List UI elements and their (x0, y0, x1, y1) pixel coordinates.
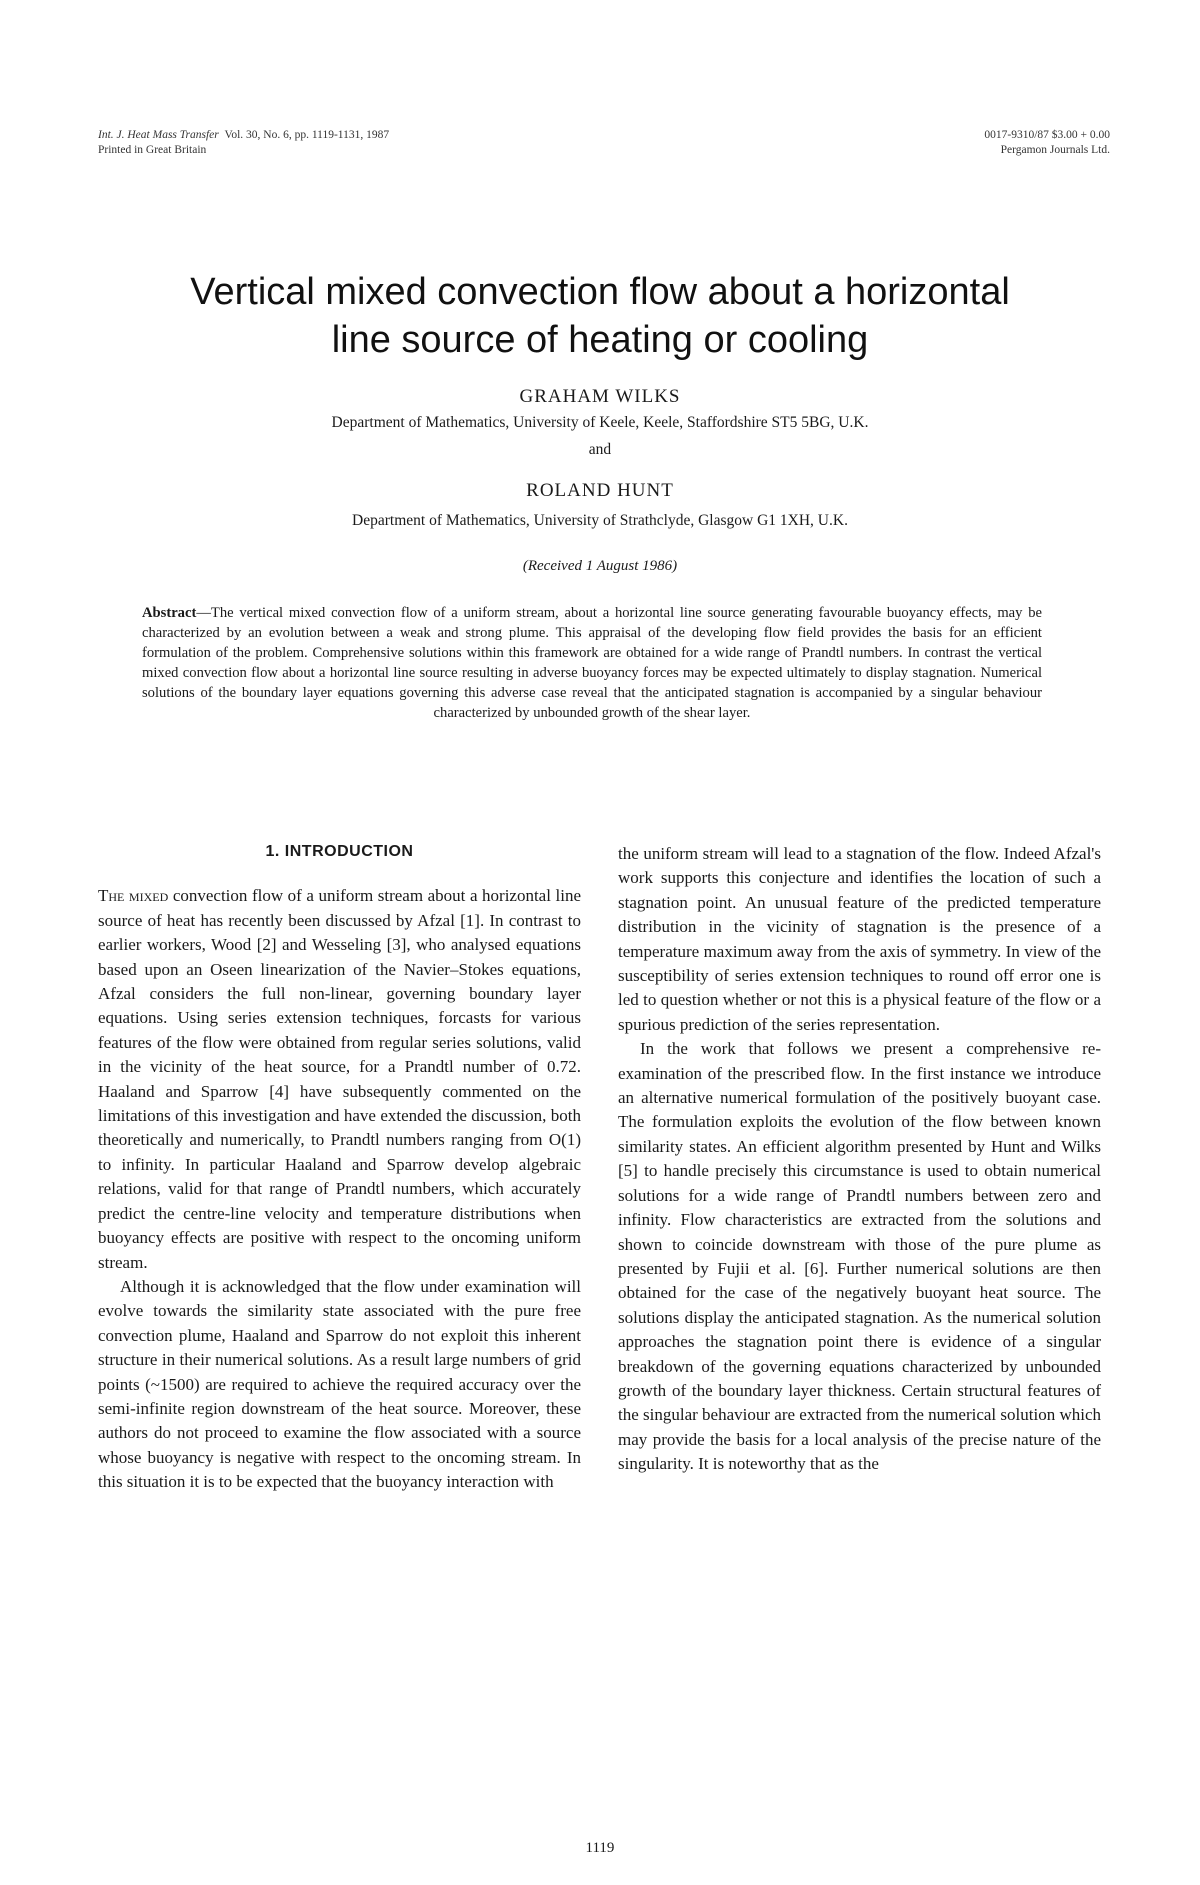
author-1: GRAHAM WILKS (519, 386, 681, 407)
article-code: 0017-9310/87 $3.00 + 0.00 (984, 129, 1110, 141)
drop-lead: The mixed (98, 886, 169, 906)
printed-in: Printed in Great Britain (98, 144, 207, 156)
abstract-label: Abstract (142, 605, 197, 621)
paper-title (0, 268, 1200, 364)
author-2: ROLAND HUNT (526, 480, 674, 501)
abstract (142, 603, 1042, 723)
intro-paragraph-4: In the work that follows we present a comprehensive re-examination of the prescribed flow. In the first instance we introduce an alternative numerical formulation of the positively buoyant case. The formulation exploits the evolution of the flow between known similarity states. An efficient algorithm presented by Hunt and Wilks [5] to handle precisely this circumstance is used to obtain numerical solutions for a wide range of Prandtl numbers between zero and infinity. Flow characteristics are extracted from the solutions and shown to coincide downstream with those of the pure plume as presented by Fujii et al. [6]. Further numerical solutions are then obtained for the case of the negatively buoyant heat source. The solutions display the anticipated stagnation. As the numerical solution approaches the stagnation point there is evidence of a singular breakdown of the governing equations characterized by unbounded growth of the boundary layer thickness. Certain structural features of the singular behaviour are extracted from the numerical solution which may provide the basis for a local analysis of the precise nature of the singularity. It is noteworthy that as the (618, 1039, 1101, 1474)
journal-volume: Vol. 30, No. 6, pp. 1119-1131, 1987 (224, 129, 390, 141)
affiliation-2: Department of Mathematics, University of Strathclyde, Glasgow G1 1XH, U.K. (352, 512, 848, 529)
section-heading: 1. INTRODUCTION (265, 843, 414, 860)
affiliation-1: Department of Mathematics, University of Keele, Keele, Staffordshire ST5 5BG, U.K. (331, 414, 869, 431)
journal-name: Int. J. Heat Mass Transfer (98, 129, 219, 141)
abstract-text: —The vertical mixed convection flow of a uniform stream, about a horizontal line source generating favourable buoyancy effects, may be characterized by an evolution between a weak and strong plume. This appraisal of the developing flow field provides the basis for an efficient formulation of the problem. Comprehensive solutions within this framework are obtained for a wide range of Prandtl numbers. In contrast the vertical mixed convection flow about a horizontal line source resulting in adverse buoyancy forces may be expected ultimately to display stagnation. Numerical solutions of the boundary layer equations governing this adverse case reveal that the anticipated stagnation is accompanied by a singular behaviour characterized by unbounded growth of the shear layer. (142, 605, 1042, 721)
page-number: 1119 (585, 1840, 615, 1856)
intro-paragraph-2: Although it is acknowledged that the flow under examination will evolve towards the similarity state associated with the pure free convection plume, Haaland and Sparrow do not exploit this inherent structure in their numerical solutions. As a result large numbers of grid points (~1500) are required to achieve the required accuracy over the semi-infinite region downstream of the heat source. Moreover, these authors do not proceed to examine the flow associated with a source whose buoyancy is negative with respect to the oncoming stream. In this situation it is to be expected that the buoyancy interaction with (98, 1276, 581, 1492)
left-column (98, 840, 581, 1495)
right-column (618, 842, 1101, 1477)
author-conjunction: and (588, 441, 612, 458)
publisher-name: Pergamon Journals Ltd. (1000, 144, 1110, 156)
received-date: (Received 1 August 1986) (522, 558, 678, 574)
intro-paragraph-3: the uniform stream will lead to a stagnation of the flow. Indeed Afzal's work supports this conjecture and identifies the location of such a stagnation point. An unusual feature of the predicted temperature distribution in the vicinity of stagnation is the presence of a temperature maximum away from the axis of symmetry. In view of the susceptibility of series extension techniques to round off error one is led to question whether or not this is a physical feature of the flow or a spurious prediction of the series representation. (618, 844, 1101, 1034)
publisher-info (984, 128, 1110, 158)
intro-paragraph-1: The mixed convection flow of a uniform stream about a horizontal line source of heat has recently been discussed by Afzal [1]. In contrast to earlier workers, Wood [2] and Wesseling [3], who analysed equations based upon an Oseen linearization of the Navier–Stokes equations, Afzal considers the full non-linear, governing boundary layer equations. Using series extension techniques, forcasts for various features of the flow were obtained from regular series solutions, valid in the vicinity of the heat source, for a Prandtl number of 0.72. Haaland and Sparrow [4] have subsequently commented on the limitations of this investigation and have extended the discussion, both theoretically and numerically, to Prandtl numbers ranging from O(1) to infinity. In particular Haaland and Sparrow develop algebraic relations, valid for that range of Prandtl numbers, which accurately predict the centre-line velocity and temperature distributions when buoyancy effects are positive with respect to the oncoming uniform stream. (98, 886, 581, 1272)
title-line-1: Vertical mixed convection flow about a horizontal (190, 271, 1010, 313)
journal-citation (98, 128, 389, 158)
title-line-2: line source of heating or cooling (331, 319, 869, 361)
